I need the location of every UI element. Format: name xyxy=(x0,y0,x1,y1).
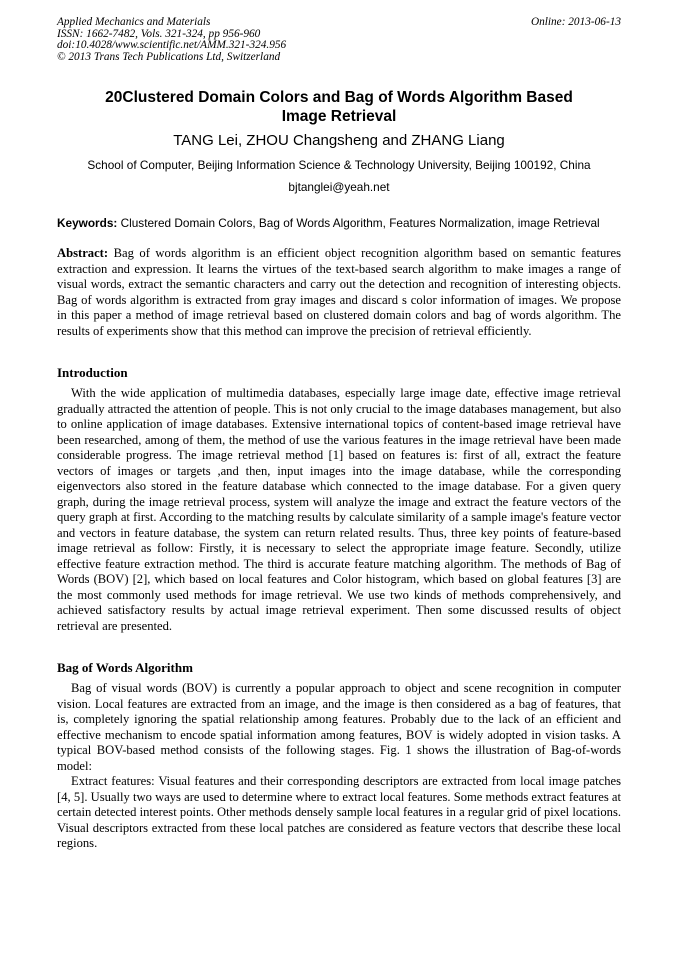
authors-line: TANG Lei, ZHOU Changsheng and ZHANG Liang xyxy=(173,132,505,150)
keywords-text: Clustered Domain Colors, Bag of Words Algorithm, Features Normalization, image Retrieval xyxy=(120,216,600,231)
introduction-heading: Introduction xyxy=(57,365,128,381)
journal-info-block xyxy=(57,17,286,63)
doi-line: doi:10.4028/www.scientific.net/AMM.321-324.956 xyxy=(57,39,287,52)
journal-name: Applied Mechanics and Materials xyxy=(57,16,211,28)
online-date: Online: 2013-06-13 xyxy=(530,16,621,28)
email-address: bjtanglei@yeah.net xyxy=(288,180,390,195)
abstract-label: Abstract: xyxy=(57,246,109,261)
abstract-paragraph xyxy=(57,246,621,339)
journal-header xyxy=(57,17,621,63)
affiliation-line: School of Computer, Beijing Information Science & Technology University, Beijing 100192, China xyxy=(87,158,591,173)
section-bag-of-words-algorithm xyxy=(57,660,621,852)
introduction-paragraph: With the wide application of multimedia databases, especially large image date, effective image retrieval gradually attracted the attention of people. This is not only crucial to the image databases management, but also to online application of image databases. Extensive international topics of content-based image retrieval have been researched, among of them, the method of use the various features in the image retrieval have been made considerable progress. The image retrieval method [1] based on features is: first of all, extract the feature vectors of images or targets ,and then, input images into the image database, while the corresponding eigenvectors also stored in the feature database which connected to the image database. For a given query graph, during the image retrieval process, system will analyze the image and extract the feature vectors of the query graph at first. According to the matching results by calculate similarity of a sample image's feature vector and vectors in feature database, the system can return related results. Thus, three key points of feature-based image retrieval as follow: Firstly, it is necessary to select the appropriate image feature. Secondly, utilize effective feature extraction method. The third is accurate feature matching algorithm. The methods of Bag of Words (BOV) [2], which based on local features and Color histogram, which based on global features [3] are the most commonly used methods for image retrieval. We use two kinds of methods comprehensively, and achieved satisfactory results by actual image retrieval experiment. Then some discussed results of object retrieval are presented. xyxy=(57,386,621,633)
abstract-text: Bag of words algorithm is an efficient object recognition algorithm based on semantic features extraction and expression. It learns the virtues of the text-based search algorithm to make images a range of visual words, extract the semantic characters and carry out the detection and recognition of interesting objects. Bag of words algorithm is extracted from gray images and discard s color information of images. We propose in this paper a method of image retrieval based on clustered domain colors and bag of words algorithm. The results of experiments show that this method can improve the precision of retrieval efficiently. xyxy=(57,246,621,338)
bag-of-words-paragraph-2: Extract features: Visual features and their corresponding descriptors are extracted from local image patches [4, 5]. Usually two ways are used to determine where to extract local features. Some methods extract features at certain detected interest points. Other methods densely sample local features in a regular grid of pixel locations. Visual descriptors extracted from these local patches are considered as feature vectors that describe these local regions. xyxy=(57,774,621,851)
bag-of-words-paragraph-1: Bag of visual words (BOV) is currently a popular approach to object and scene recognition in computer vision. Local features are extracted from an image, and the image is then considered as a bag of features, that is, completely ignoring the spatial relationship among features. Probably due to the lack of an efficient and effective mechanism to encode spatial information among features, BOV is widely adopted in vision tasks. A typical BOV-based method consists of the following stages. Fig. 1 shows the illustration of Bag-of-words model: xyxy=(57,681,621,773)
paper-title: 20Clustered Domain Colors and Bag of Words Algorithm Based Image Retrieval xyxy=(105,89,573,126)
keywords-paragraph xyxy=(57,216,621,231)
keywords-label: Keywords: xyxy=(57,216,118,231)
issn-volume-pages-line: ISSN: 1662-7482, Vols. 321-324, pp 956-960 xyxy=(57,27,261,40)
copyright-line: © 2013 Trans Tech Publications Ltd, Switzerland xyxy=(57,50,281,63)
bag-of-words-heading: Bag of Words Algorithm xyxy=(57,660,193,676)
section-introduction xyxy=(57,365,621,634)
